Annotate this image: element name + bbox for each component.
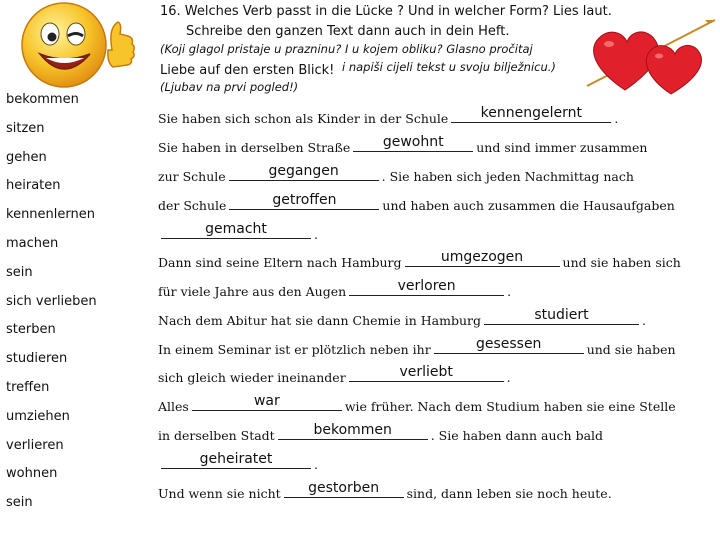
line-text-before: der Schule (158, 198, 227, 213)
line-text-before: in derselben Stadt (158, 428, 275, 443)
answer-blank[interactable] (229, 192, 379, 210)
line-text-after: . (506, 370, 511, 385)
word-list-item: sterben (6, 322, 56, 338)
answer-blank[interactable] (278, 422, 428, 440)
line-text-after: . (314, 227, 318, 242)
word-list-item: sitzen (6, 120, 45, 136)
line-text-before: Dann sind seine Eltern nach Hamburg (158, 255, 402, 270)
answer-text: verliebt (399, 364, 453, 380)
answer-text: verloren (397, 278, 456, 294)
line-text-before: Nach dem Abitur hat sie dann Chemie in Hamburg (158, 313, 481, 328)
answer-text: war (253, 393, 280, 409)
exercise-line (158, 221, 318, 242)
line-text-after: . (614, 111, 619, 126)
line-text-before: Sie haben sich schon als Kinder in der Schule (158, 111, 449, 126)
word-list-item: wohnen (6, 466, 58, 482)
answer-blank[interactable] (161, 221, 311, 239)
word-list-item: sein (6, 495, 33, 511)
answer-text: gegangen (268, 163, 339, 179)
word-list-item: bekommen (6, 92, 79, 107)
answer-blank[interactable] (229, 163, 379, 181)
word-list-item: gehen (6, 149, 47, 165)
line-text-after: und sind immer zusammen (476, 140, 648, 155)
line-text-after: . Sie haben dann auch bald (430, 428, 604, 443)
line-text-after: und sie haben (586, 342, 676, 357)
task-instruction: 16. Welches Verb passt in die Lücke ? Und in welcher Form? Lies laut. (160, 4, 612, 19)
smiley-thumbs-up-icon (0, 0, 150, 95)
answer-text: kennengelernt (480, 105, 582, 121)
line-text-after: . Sie haben sich jeden Nachmittag nach (381, 169, 634, 184)
story-title: Liebe auf den ersten Blick! (160, 63, 335, 78)
exercise-line (158, 249, 681, 270)
answer-blank[interactable] (161, 451, 311, 469)
word-list-item: sich verlieben (6, 293, 97, 309)
exercise-line (158, 451, 318, 472)
answer-blank[interactable] (434, 336, 584, 354)
answer-text: gemacht (205, 221, 267, 237)
answer-blank[interactable] (405, 249, 560, 267)
word-list-item: sein (6, 264, 33, 280)
exercise-line (158, 422, 604, 443)
word-list-item: studieren (6, 351, 68, 367)
exercise-line (158, 364, 511, 385)
answer-blank[interactable] (349, 364, 504, 382)
exercise-line (158, 105, 619, 126)
exercise-line (158, 393, 676, 414)
exercise-line (158, 307, 646, 328)
line-text-before: Und wenn sie nicht (158, 486, 281, 501)
line-text-before: für viele Jahre aus den Augen (158, 284, 347, 299)
word-list-item: heiraten (6, 178, 61, 194)
answer-text: umgezogen (440, 249, 524, 265)
exercise-line (158, 192, 675, 213)
word-list-item: umziehen (6, 408, 70, 424)
exercise-line (158, 336, 676, 357)
task-instruction-2: Schreibe den ganzen Text dann auch in dein Heft. (186, 24, 510, 39)
exercise-line (158, 480, 612, 501)
hearts-arrow-icon (585, 8, 720, 103)
answer-text: geheiratet (199, 451, 273, 467)
answer-blank[interactable] (484, 307, 639, 325)
line-text-after: . (314, 457, 318, 472)
answer-text: bekommen (313, 422, 392, 438)
answer-text: gesessen (475, 336, 542, 352)
line-text-after: und haben auch zusammen die Hausaufgaben (382, 198, 675, 213)
exercise-line (158, 134, 648, 155)
line-text-before: zur Schule (158, 169, 226, 184)
line-text-before: sich gleich wieder ineinander (158, 370, 346, 385)
answer-text: gewohnt (382, 134, 444, 150)
exercise-line (158, 163, 634, 184)
answer-blank[interactable] (353, 134, 473, 152)
answer-blank[interactable] (451, 105, 611, 123)
line-text-after: . (642, 313, 646, 328)
word-list-item: kennenlernen (6, 207, 95, 223)
title-translation: (Ljubav na prvi pogled!) (160, 80, 299, 94)
word-list-item: verlieren (6, 437, 64, 453)
word-list-item: machen (6, 236, 59, 251)
answer-blank[interactable] (192, 393, 342, 411)
line-text-after: sind, dann leben sie noch heute. (406, 486, 612, 501)
exercise-line (158, 278, 512, 299)
line-text-after: und sie haben sich (562, 255, 681, 270)
line-text-after: wie früher. Nach dem Studium haben sie eine Stelle (344, 399, 676, 414)
task-translation-2: i napiši cijeli tekst u svoju bilježnicu.) (342, 60, 556, 74)
line-text-before: In einem Seminar ist er plötzlich neben ihr (158, 342, 431, 357)
line-text-after: . (507, 284, 512, 299)
answer-text: gestorben (308, 480, 380, 496)
word-list-item: treffen (6, 380, 50, 395)
answer-blank[interactable] (349, 278, 504, 296)
answer-blank[interactable] (284, 480, 404, 498)
line-text-before: Alles (158, 399, 189, 414)
answer-text: getroffen (272, 192, 337, 208)
answer-text: studiert (534, 307, 589, 323)
task-translation: (Koji glagol pristaje u prazninu? I u kojem obliku? Glasno pročitaj (160, 42, 533, 56)
line-text-before: Sie haben in derselben Straße (158, 140, 351, 155)
